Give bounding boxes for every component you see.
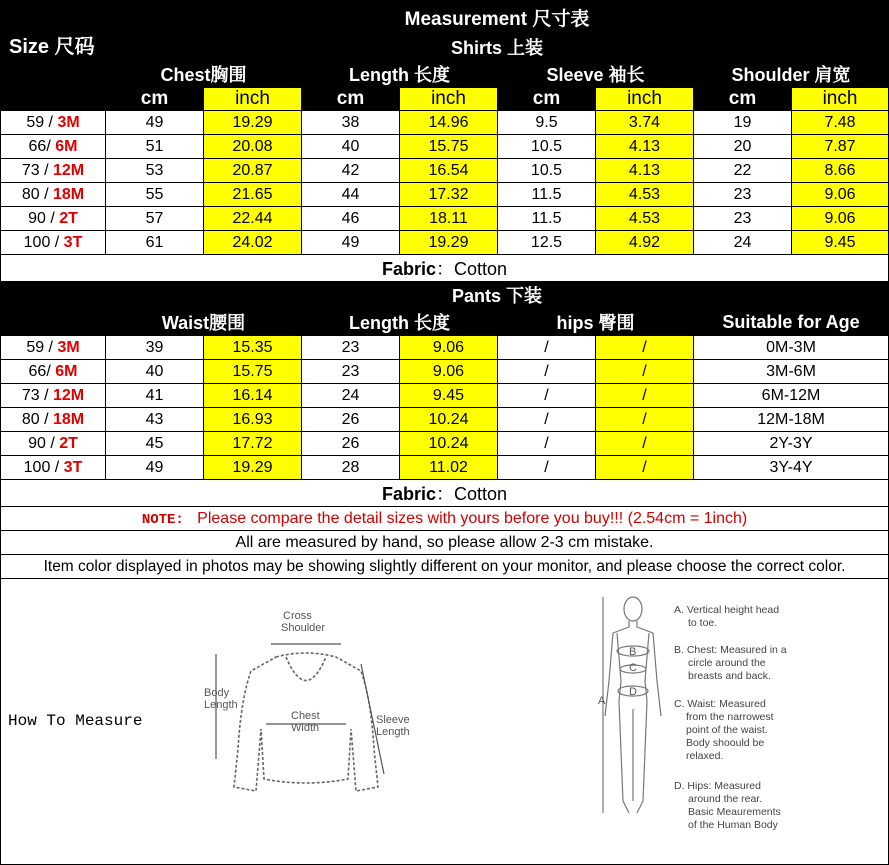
size-code: 6M xyxy=(55,137,78,155)
table-cell: 15.35 xyxy=(204,336,302,360)
size-code: 3T xyxy=(63,458,83,476)
table-cell: 19.29 xyxy=(204,111,302,135)
cross-shoulder-label: Shoulder xyxy=(281,622,326,634)
table-cell: / xyxy=(498,432,596,456)
measurement-title: Measurement 尺寸表 xyxy=(106,1,889,34)
size-cell xyxy=(1,360,106,384)
table-cell: 38 xyxy=(302,111,400,135)
size-number: 90 / xyxy=(28,434,60,452)
size-code: 3M xyxy=(57,338,80,356)
table-cell: 9.06 xyxy=(792,183,889,207)
age-cell: 12M-18M xyxy=(694,408,889,432)
legend-a: A. Vertical height head xyxy=(674,604,780,616)
how-to-measure-label: How To Measure xyxy=(8,712,143,730)
size-number: 66/ xyxy=(28,137,56,155)
size-cell xyxy=(1,456,106,480)
legend-c: relaxed. xyxy=(686,750,724,762)
table-cell: 61 xyxy=(106,231,204,255)
table-cell: 40 xyxy=(106,360,204,384)
size-code: 3T xyxy=(63,233,83,251)
size-number: 80 / xyxy=(21,410,53,428)
table-cell: 10.24 xyxy=(400,432,498,456)
age-cell: 2Y-3Y xyxy=(694,432,889,456)
how-to-measure xyxy=(1,579,889,865)
shirts-label: Shirts 上装 xyxy=(106,34,889,61)
unit-spacer xyxy=(1,88,106,111)
size-number: 80 / xyxy=(21,185,53,203)
letter-d: D xyxy=(629,686,637,698)
unit-inch: inch xyxy=(596,88,694,111)
chest-width-label: Width xyxy=(291,722,320,734)
pants-col-header: Waist腰围 xyxy=(106,309,302,336)
sleeve-length-label: Sleeve xyxy=(376,714,410,726)
table-cell: / xyxy=(596,408,694,432)
table-cell: 11.02 xyxy=(400,456,498,480)
legend-c: from the narrowest xyxy=(686,711,774,723)
shirt-fabric xyxy=(1,255,889,282)
table-cell: 4.53 xyxy=(596,183,694,207)
shirt-diagram xyxy=(196,609,436,809)
legend-d: around the rear. xyxy=(688,793,763,805)
table-cell: 4.13 xyxy=(596,135,694,159)
age-cell: 3M-6M xyxy=(694,360,889,384)
head xyxy=(624,597,642,621)
hand-measure-note: All are measured by hand, so please allow 2-3 cm mistake. xyxy=(1,531,889,555)
table-cell: 22.44 xyxy=(204,207,302,231)
legend-c: point of the waist. xyxy=(686,724,768,736)
table-cell: 7.48 xyxy=(792,111,889,135)
table-cell: 9.45 xyxy=(792,231,889,255)
table-cell: 10.5 xyxy=(498,159,596,183)
size-number: 73 / xyxy=(21,386,53,404)
table-cell: 7.87 xyxy=(792,135,889,159)
size-code: 6M xyxy=(55,362,78,380)
body-length-label: Length xyxy=(204,699,238,711)
table-cell: 15.75 xyxy=(204,360,302,384)
fabric-label: Fabric xyxy=(381,484,436,504)
table-cell: 43 xyxy=(106,408,204,432)
table-cell: 4.92 xyxy=(596,231,694,255)
table-cell: 9.45 xyxy=(400,384,498,408)
chest-width-label: Chest xyxy=(291,710,320,722)
table-cell: / xyxy=(498,360,596,384)
table-cell: / xyxy=(596,360,694,384)
size-cell xyxy=(1,231,106,255)
pants-col-header: Length 长度 xyxy=(302,309,498,336)
table-cell: 53 xyxy=(106,159,204,183)
size-number: 100 / xyxy=(23,233,64,251)
table-cell: / xyxy=(596,336,694,360)
table-cell: 12.5 xyxy=(498,231,596,255)
table-cell: / xyxy=(498,384,596,408)
table-cell: 26 xyxy=(302,408,400,432)
pants-col-header: hips 臀围 xyxy=(498,309,694,336)
sleeve-length-label: Length xyxy=(376,726,410,738)
table-cell: 18.11 xyxy=(400,207,498,231)
table-cell: 9.06 xyxy=(400,360,498,384)
fabric-value: ：Cotton xyxy=(436,484,508,504)
table-cell: 40 xyxy=(302,135,400,159)
table-cell: 3.74 xyxy=(596,111,694,135)
body-length-label: Body xyxy=(204,687,230,699)
table-cell: 24.02 xyxy=(204,231,302,255)
table-cell: 11.5 xyxy=(498,207,596,231)
table-cell: / xyxy=(596,432,694,456)
size-number: 73 / xyxy=(21,161,53,179)
table-cell: 10.5 xyxy=(498,135,596,159)
table-cell: 23 xyxy=(302,336,400,360)
table-cell: 16.14 xyxy=(204,384,302,408)
table-cell: 22 xyxy=(694,159,792,183)
table-cell: 8.66 xyxy=(792,159,889,183)
table-cell: 23 xyxy=(302,360,400,384)
table-cell: 55 xyxy=(106,183,204,207)
table-cell: 28 xyxy=(302,456,400,480)
age-cell: 3Y-4Y xyxy=(694,456,889,480)
table-cell: 17.32 xyxy=(400,183,498,207)
table-cell: 14.96 xyxy=(400,111,498,135)
fabric-value: ：Cotton xyxy=(436,259,508,279)
color-note: Item color displayed in photos may be showing slightly different on your monitor, and please choose the correct color. xyxy=(1,555,889,579)
size-cell xyxy=(1,111,106,135)
shirt-col-header: Chest胸围 xyxy=(106,61,302,88)
legend-d: D. Hips: Measured xyxy=(674,780,761,792)
table-cell: 17.72 xyxy=(204,432,302,456)
legend-a: to toe. xyxy=(688,617,718,629)
legend-d: of the Human Body xyxy=(688,819,778,831)
unit-inch: inch xyxy=(792,88,889,111)
table-cell: / xyxy=(596,456,694,480)
fabric-label: Fabric xyxy=(381,259,436,279)
size-cell xyxy=(1,432,106,456)
pants-col-header: Suitable for Age xyxy=(694,309,889,336)
size-cell xyxy=(1,207,106,231)
legend-b: breasts and back. xyxy=(688,670,771,682)
table-cell: 20.87 xyxy=(204,159,302,183)
table-cell: 20 xyxy=(694,135,792,159)
size-number: 59 / xyxy=(26,113,58,131)
note-label: NOTE: xyxy=(141,511,184,528)
collar-outline xyxy=(286,657,326,681)
table-cell: 23 xyxy=(694,183,792,207)
size-code: 2T xyxy=(59,209,78,227)
table-cell: 19.29 xyxy=(204,456,302,480)
table-cell: 24 xyxy=(694,231,792,255)
table-cell: 49 xyxy=(302,231,400,255)
table-cell: 19.29 xyxy=(400,231,498,255)
table-cell: 23 xyxy=(694,207,792,231)
table-cell: 9.06 xyxy=(792,207,889,231)
unit-cm: cm xyxy=(694,88,792,111)
table-cell: 16.93 xyxy=(204,408,302,432)
unit-inch: inch xyxy=(204,88,302,111)
table-cell: 16.54 xyxy=(400,159,498,183)
table-cell: 15.75 xyxy=(400,135,498,159)
legend-c: C. Waist: Measured xyxy=(674,698,766,710)
cross-shoulder-label: Cross xyxy=(283,610,312,622)
table-cell: 26 xyxy=(302,432,400,456)
table-cell: 46 xyxy=(302,207,400,231)
note-text: Please compare the detail sizes with yours before you buy!!! (2.54cm = 1inch) xyxy=(183,509,748,527)
size-code: 18M xyxy=(53,410,85,428)
shirt-col-header: Length 长度 xyxy=(302,61,498,88)
legend-d: Basic Meaurements xyxy=(688,806,781,818)
table-cell: 51 xyxy=(106,135,204,159)
shirt-col-header: Sleeve 袖长 xyxy=(498,61,694,88)
size-cell xyxy=(1,159,106,183)
size-cell xyxy=(1,135,106,159)
size-number: 100 / xyxy=(23,458,64,476)
legend-b: circle around the xyxy=(688,657,766,669)
table-cell: 41 xyxy=(106,384,204,408)
note-row xyxy=(1,507,889,531)
unit-cm: cm xyxy=(302,88,400,111)
table-cell: 4.53 xyxy=(596,207,694,231)
table-cell: 24 xyxy=(302,384,400,408)
letter-a: A xyxy=(598,695,606,707)
table-cell: 49 xyxy=(106,456,204,480)
table-cell: 42 xyxy=(302,159,400,183)
size-code: 18M xyxy=(53,185,85,203)
size-cell xyxy=(1,183,106,207)
body-outline xyxy=(617,633,649,813)
table-cell: 9.5 xyxy=(498,111,596,135)
table-cell: 20.08 xyxy=(204,135,302,159)
table-cell: 44 xyxy=(302,183,400,207)
pants-label: Pants 下装 xyxy=(106,282,889,309)
unit-cm: cm xyxy=(106,88,204,111)
size-code: 12M xyxy=(53,386,85,404)
size-number: 66/ xyxy=(28,362,56,380)
table-cell: 39 xyxy=(106,336,204,360)
table-cell: 4.13 xyxy=(596,159,694,183)
table-cell: 21.65 xyxy=(204,183,302,207)
unit-inch: inch xyxy=(400,88,498,111)
shirt-col-header: Shoulder 肩宽 xyxy=(694,61,889,88)
table-cell: / xyxy=(498,456,596,480)
size-header-label: Size 尺码 xyxy=(9,35,95,58)
table-cell: 45 xyxy=(106,432,204,456)
unit-cm: cm xyxy=(498,88,596,111)
table-cell: 11.5 xyxy=(498,183,596,207)
table-cell: 9.06 xyxy=(400,336,498,360)
size-number: 59 / xyxy=(26,338,58,356)
size-cell xyxy=(1,336,106,360)
age-cell: 0M-3M xyxy=(694,336,889,360)
table-cell: / xyxy=(498,336,596,360)
table-cell: 57 xyxy=(106,207,204,231)
table-cell: / xyxy=(596,384,694,408)
pants-fabric xyxy=(1,480,889,507)
size-cell xyxy=(1,384,106,408)
table-cell: / xyxy=(498,408,596,432)
letter-b: B xyxy=(629,646,637,658)
size-code: 3M xyxy=(57,113,80,131)
table-cell: 10.24 xyxy=(400,408,498,432)
table-cell: 19 xyxy=(694,111,792,135)
age-cell: 6M-12M xyxy=(694,384,889,408)
size-number: 90 / xyxy=(28,209,60,227)
size-code: 12M xyxy=(53,161,85,179)
size-cell xyxy=(1,408,106,432)
legend-c: Body shoould be xyxy=(686,737,765,749)
letter-c: C xyxy=(629,662,637,674)
size-header xyxy=(1,1,106,88)
table-cell: 49 xyxy=(106,111,204,135)
pants-spacer xyxy=(1,282,106,336)
body-diagram xyxy=(591,591,889,841)
legend-b: B. Chest: Measured in a xyxy=(674,644,787,656)
size-code: 2T xyxy=(59,434,78,452)
